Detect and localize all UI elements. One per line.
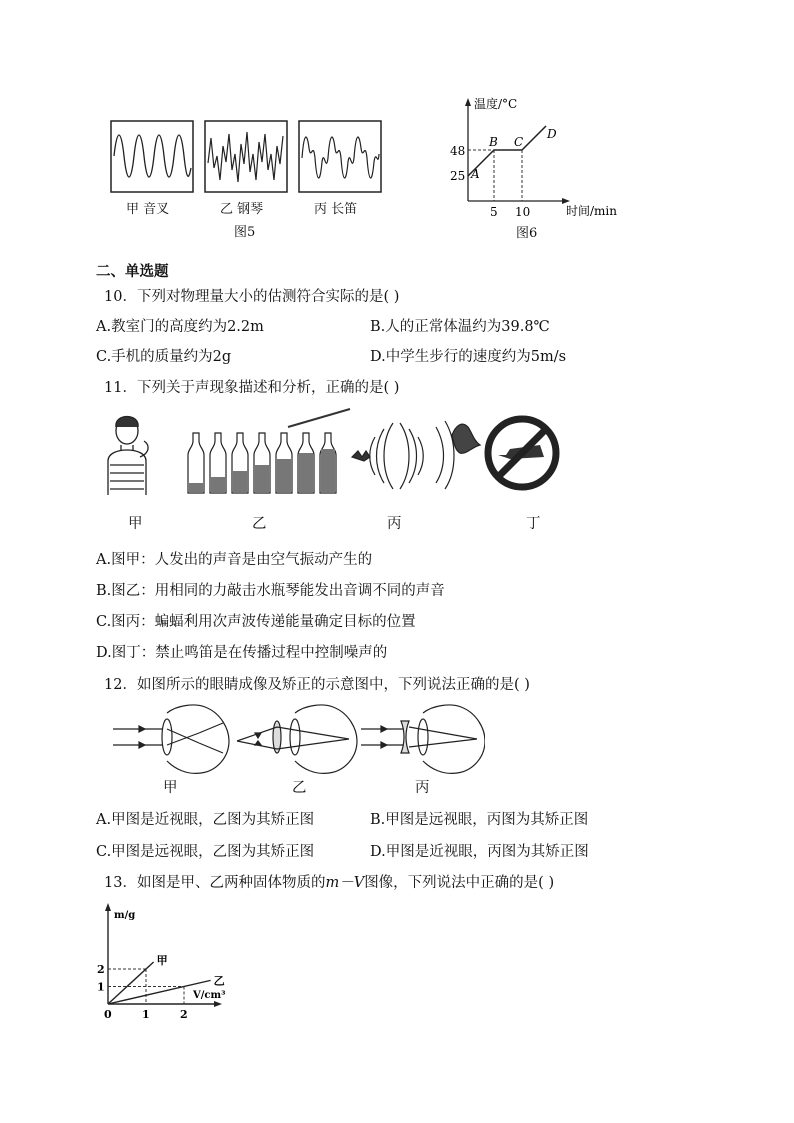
q13-figure (92, 898, 242, 1028)
person-speaking-illustration (108, 417, 148, 496)
mv-series-line-1 (108, 962, 154, 1004)
q11-figure (100, 405, 580, 535)
fig6-point-d: D (547, 127, 557, 141)
q11-label-ding: 丁 (526, 516, 541, 532)
q11-option-b[interactable]: B.图乙：用相同的力敲击水瓶琴能发出音调不同的声音 (96, 583, 445, 599)
q10-option-a[interactable]: A.教室门的高度约为2.2m (96, 319, 264, 335)
fig6-y-arrow (465, 98, 471, 106)
eye-diagram-bing (361, 705, 485, 773)
q12-option-a[interactable]: A.甲图是近视眼，乙图为其矫正图 (96, 812, 315, 828)
q11-option-d[interactable]: D.图丁：禁止鸣笛是在传播过程中控制噪声的 (96, 645, 388, 661)
fig6-graph (446, 96, 636, 226)
q13-stem-prefix: 13．如图是甲、乙两种固体物质的 (104, 875, 326, 891)
mv-ytick-2: 2 (97, 963, 105, 976)
no-honking-sign-icon (488, 419, 556, 487)
q13-stem-suffix: 图像，下列说法中正确的是( ) (364, 875, 555, 891)
fig6-curve (468, 126, 546, 176)
fig6-xlabel: 时间/min (566, 204, 617, 218)
fig5-label-tuning-fork: 甲 音叉 (126, 202, 170, 217)
q10-option-c[interactable]: C.手机的质量约为2g (96, 349, 232, 365)
fig6-xtick-10: 10 (515, 205, 531, 219)
mv-ytick-1: 1 (97, 980, 105, 994)
mv-x-arrow (214, 1001, 222, 1007)
fig6-ytick-25: 25 (450, 169, 466, 183)
mv-xlabel: V/cm³ (193, 990, 226, 1001)
q12-figure (105, 703, 485, 803)
fig6-point-a: A (471, 167, 480, 181)
q12-label-jia: 甲 (163, 780, 178, 796)
eye-diagram-yi (237, 705, 357, 773)
waveform-panels (108, 118, 388, 198)
q11-stem: 11．下列关于声现象描述和分析，正确的是( ) (104, 380, 400, 396)
q12-stem: 12．如图所示的眼睛成像及矫正的示意图中，下列说法正确的是( ) (104, 677, 530, 693)
mv-y-arrow (105, 903, 111, 911)
mv-ylabel: m/g (114, 910, 136, 921)
fig5-label-flute: 丙 长笛 (314, 202, 358, 217)
fig5-caption: 图5 (234, 225, 256, 240)
q13-stem (104, 871, 554, 892)
fig5-label-piano: 乙 钢琴 (220, 202, 264, 217)
q12-option-d[interactable]: D.甲图是近视眼，丙图为其矫正图 (370, 844, 589, 860)
fig6-xtick-5: 5 (490, 205, 498, 219)
q10-stem: 10．下列对物理量大小的估测符合实际的是( ) (104, 289, 400, 305)
q11-label-bing: 丙 (387, 516, 402, 532)
figure-6 (446, 96, 636, 241)
q12-option-c[interactable]: C.甲图是远视眼，乙图为其矫正图 (96, 844, 315, 860)
q11-label-yi: 乙 (252, 516, 267, 532)
fig6-ytick-48: 48 (450, 144, 466, 158)
q13-stem-math: m－V (325, 875, 365, 891)
mv-xtick-0: 0 (104, 1008, 112, 1021)
fig6-ylabel: 温度/°C (474, 97, 518, 111)
mv-xtick-2: 2 (180, 1008, 188, 1021)
q12-option-b[interactable]: B.甲图是远视眼，丙图为其矫正图 (370, 812, 589, 828)
section-title: 二、单选题 (96, 264, 169, 280)
fig6-point-c: C (514, 135, 524, 149)
fig6-caption: 图6 (516, 226, 538, 241)
q11-option-a[interactable]: A.图甲：人发出的声音是由空气振动产生的 (96, 552, 373, 568)
q12-label-yi: 乙 (292, 780, 307, 796)
q11-label-jia: 甲 (128, 516, 143, 532)
fig6-point-b: B (489, 135, 498, 149)
q11-option-c[interactable]: C.图丙：蝙蝠利用次声波传递能量确定目标的位置 (96, 614, 416, 630)
water-bottles-illustration (188, 409, 350, 493)
eye-diagram-jia (113, 705, 229, 773)
mv-series-label-2: 乙 (213, 974, 225, 988)
q10-option-b[interactable]: B.人的正常体温约为39.8℃ (370, 319, 550, 335)
q12-eye-diagrams (105, 703, 485, 775)
figure-5 (108, 118, 388, 238)
tuning-fork-waveform-box (111, 121, 193, 192)
q11-illustrations (100, 405, 580, 505)
mv-xtick-1: 1 (142, 1008, 150, 1021)
m-v-chart (92, 898, 242, 1028)
bat-echolocation-illustration (352, 421, 480, 489)
q12-label-bing: 丙 (415, 780, 430, 796)
flute-waveform-box (299, 121, 381, 192)
q10-option-d[interactable]: D.中学生步行的速度约为5m/s (370, 349, 567, 365)
mv-series-label-1: 甲 (156, 954, 168, 967)
